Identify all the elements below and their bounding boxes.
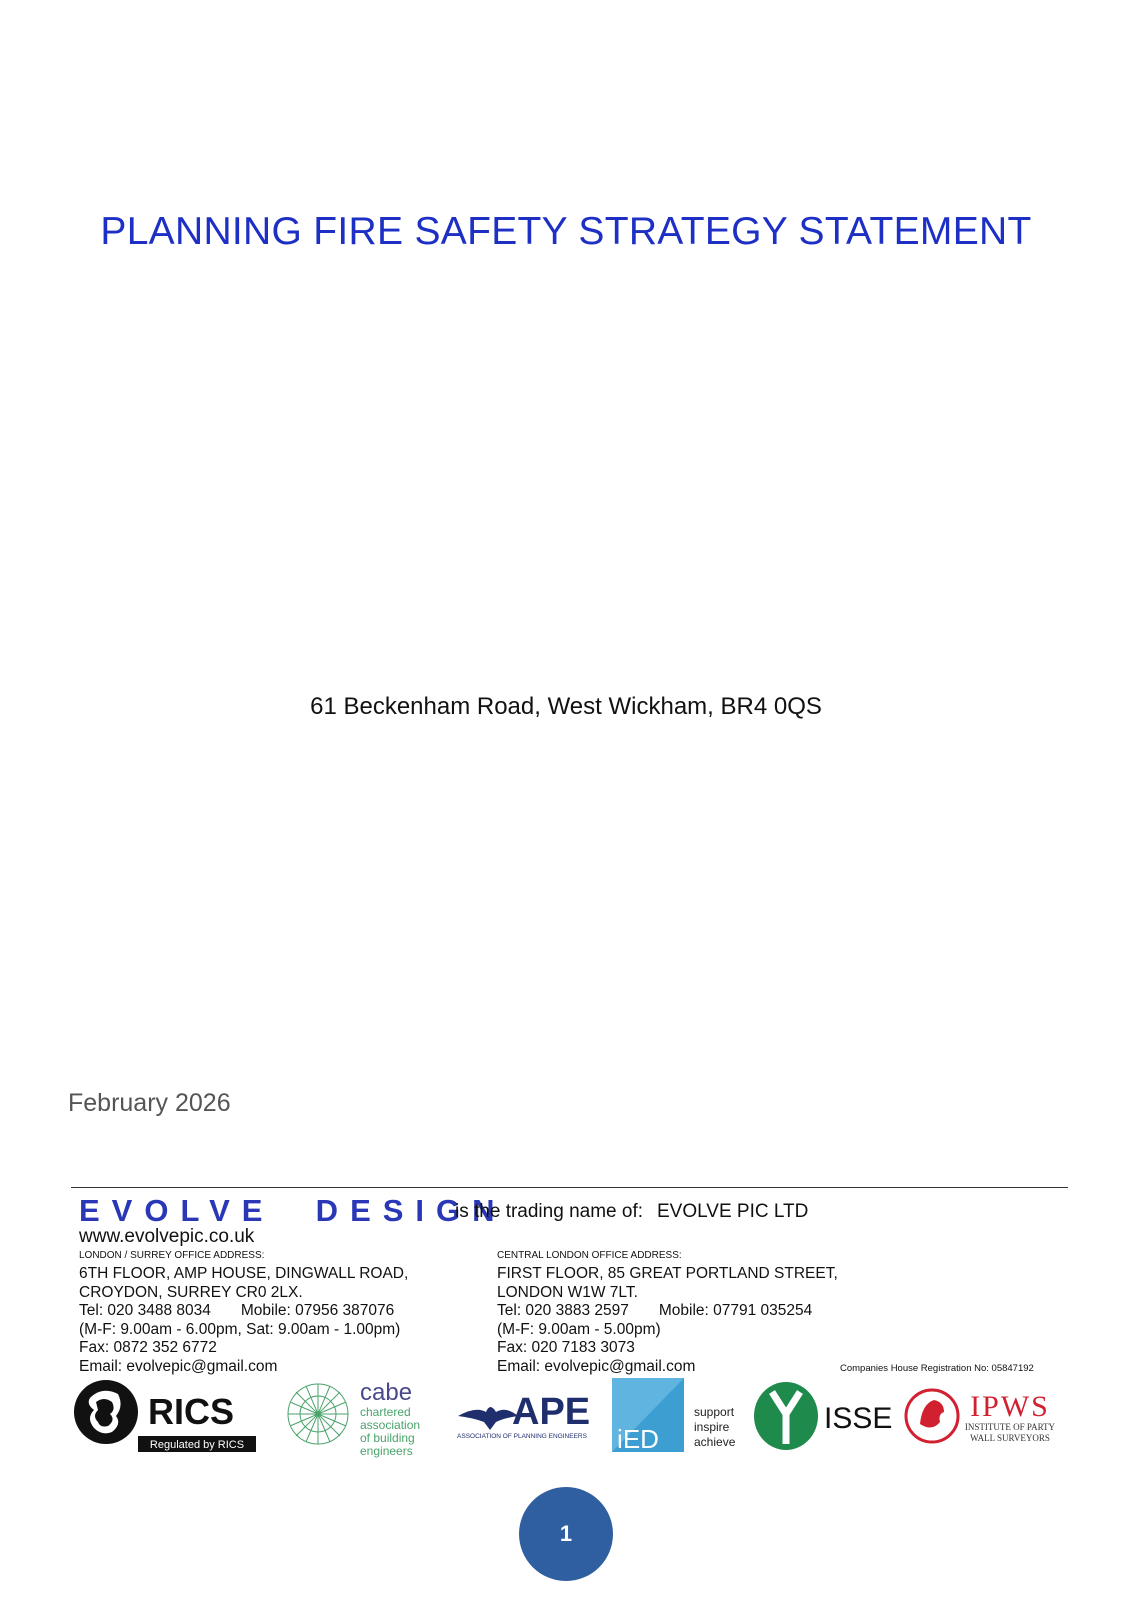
cabe-wordmark: cabe (360, 1379, 413, 1406)
footer-divider (71, 1187, 1068, 1188)
office-line2: CROYDON, SURREY CR0 2LX. (79, 1283, 303, 1301)
office-line1: FIRST FLOOR, 85 GREAT PORTLAND STREET, (497, 1265, 838, 1282)
office-central-london (497, 1249, 838, 1376)
document-date: February 2026 (68, 1089, 231, 1117)
office-header: LONDON / SURREY OFFICE ADDRESS: (79, 1250, 265, 1261)
company-name: EVOLVE PIC LTD (657, 1201, 809, 1222)
office-tel: Tel: 020 3883 2597 (497, 1302, 629, 1319)
website-link[interactable]: www.evolvepic.co.uk (79, 1226, 255, 1247)
office-line1: 6TH FLOOR, AMP HOUSE, DINGWALL ROAD, (79, 1265, 409, 1282)
ied-sub-3: achieve (694, 1435, 736, 1449)
isse-wordmark: ISSE (824, 1402, 892, 1435)
trading-text: is the trading name of: (455, 1201, 643, 1222)
office-phone-line (497, 1302, 838, 1321)
property-address: 61 Beckenham Road, West Wickham, BR4 0QS (310, 693, 822, 720)
cabe-sub-1: chartered (360, 1405, 411, 1419)
office-email[interactable]: Email: evolvepic@gmail.com (79, 1357, 278, 1375)
office-email[interactable]: Email: evolvepic@gmail.com (497, 1357, 696, 1375)
office-hours: (M-F: 9.00am - 6.00pm, Sat: 9.00am - 1.00pm) (79, 1320, 401, 1338)
page-number: 1 (519, 1487, 613, 1581)
ipws-wordmark: IPWS (970, 1390, 1050, 1423)
ied-sub-1: support (694, 1405, 735, 1419)
ipws-sub-1: INSTITUTE OF PARTY (964, 1422, 1056, 1432)
trading-name-line (455, 1201, 808, 1223)
cabe-sub-3: of building (360, 1431, 415, 1445)
office-tel: Tel: 020 3488 8034 (79, 1302, 211, 1319)
ipws-sub-2: WALL SURVEYORS (970, 1433, 1050, 1443)
brand-name: EVOLVE DESIGN (79, 1193, 507, 1228)
office-fax: Fax: 020 7183 3073 (497, 1339, 635, 1356)
ied-logo (612, 1378, 742, 1458)
office-hours: (M-F: 9.00am - 5.00pm) (497, 1320, 661, 1338)
isse-logo (752, 1378, 892, 1458)
office-mobile: Mobile: 07791 035254 (658, 1302, 813, 1319)
cabe-logo (282, 1378, 432, 1458)
ape-subtitle: ASSOCIATION OF PLANNING ENGINEERS (457, 1433, 587, 1440)
ied-sub-2: inspire (694, 1420, 730, 1434)
cabe-sub-2: association (360, 1418, 421, 1432)
companies-house-registration: Companies House Registration No: 05847192 (840, 1363, 1034, 1374)
rics-tagline: Regulated by RICS (149, 1439, 245, 1451)
ape-logo (456, 1378, 596, 1458)
office-mobile: Mobile: 07956 387076 (240, 1302, 395, 1319)
ied-wordmark: iED (617, 1424, 659, 1454)
cabe-sub-4: engineers (360, 1444, 413, 1458)
ipws-logo (904, 1378, 1074, 1458)
document-title: PLANNING FIRE SAFETY STRATEGY STATEMENT (100, 210, 1032, 253)
office-fax: Fax: 0872 352 6772 (79, 1339, 217, 1356)
ape-wordmark: APE (512, 1391, 591, 1433)
rics-wordmark: RICS (148, 1391, 235, 1432)
accreditation-logos (0, 1378, 1132, 1468)
office-header: CENTRAL LONDON OFFICE ADDRESS: (497, 1250, 682, 1261)
rics-logo (72, 1378, 272, 1458)
office-london-surrey (79, 1249, 408, 1376)
office-phone-line (79, 1302, 408, 1321)
office-line2: LONDON W1W 7LT. (497, 1283, 638, 1301)
